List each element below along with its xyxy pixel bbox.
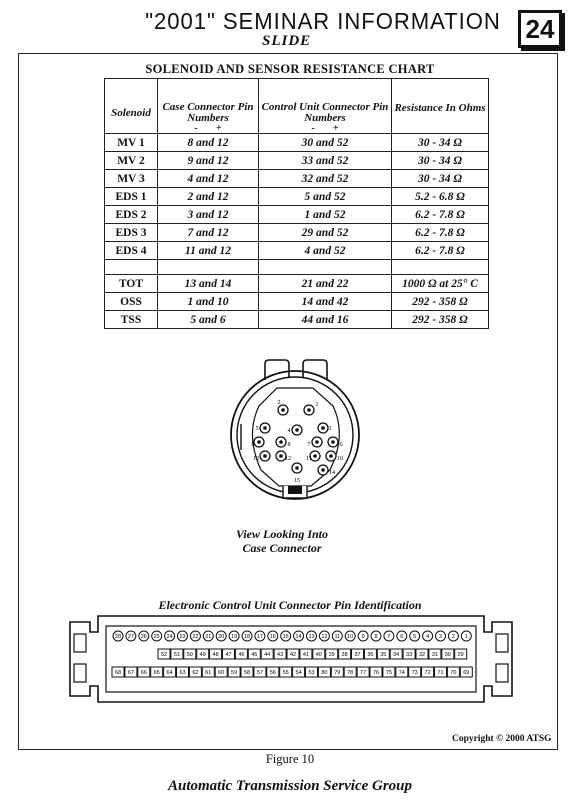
connector-pin-label: 6 (339, 442, 343, 448)
table-spacer-row (105, 260, 489, 275)
connector-pin-label: 11 (306, 456, 312, 462)
col-header-solenoid: Solenoid (105, 79, 158, 134)
ecu-pin-label: 20 (218, 634, 225, 641)
ecu-pin-label: 33 (406, 652, 413, 659)
ecu-pin-label: 18 (243, 634, 251, 641)
ecu-pin-label: 19 (231, 634, 238, 641)
connector-pin-label: 5 (255, 426, 259, 432)
page-number-badge: 24 (518, 10, 562, 48)
row-resistance: 6.2 - 7.8 Ω (392, 242, 489, 260)
connector-pin-label: 10 (337, 456, 343, 462)
connector-pin-center (315, 440, 319, 444)
table-row (105, 242, 489, 260)
ecu-pin-label: 65 (153, 670, 160, 677)
ecu-pin-label: 2 (451, 634, 455, 641)
col-header-case-connector: Case Connector Pin Numbers -+ (158, 79, 259, 134)
col-header-resistance: Resistance In Ohms (392, 79, 489, 134)
ecu-pin-label: 34 (393, 652, 400, 659)
row-resistance: 30 - 34 Ω (392, 170, 489, 188)
page-title: "2001" SEMINAR INFORMATION (145, 8, 501, 34)
connector-pin-center (257, 440, 261, 444)
table-row (105, 188, 489, 206)
ecu-pin-label: 29 (457, 652, 464, 659)
connector-pin-label: 2 (277, 400, 281, 406)
ecu-pin-label: 70 (450, 670, 457, 677)
connector-pin-label: 1 (315, 402, 319, 408)
row-case-pins: 8 and 12 (158, 134, 259, 152)
ecu-pin-label: 77 (360, 670, 367, 677)
ecu-pin-label: 48 (212, 652, 219, 659)
ecu-pin-label: 30 (444, 652, 451, 659)
row-resistance: 30 - 34 Ω (392, 152, 489, 170)
ecu-pin-label: 41 (302, 652, 309, 659)
connector-pin-label: 7 (307, 442, 311, 448)
connector-pin-center (295, 428, 299, 432)
ecu-pin-label: 24 (166, 634, 173, 641)
row-ecu-pins: 33 and 52 (259, 152, 392, 170)
ecu-pin-label: 59 (231, 670, 238, 677)
ecu-pin-label: 45 (251, 652, 258, 659)
ecu-pin-label: 50 (186, 652, 193, 659)
ecu-pin-label: 26 (140, 634, 147, 641)
row-case-pins: 11 and 12 (158, 242, 259, 260)
ecu-pin-label: 35 (380, 652, 387, 659)
row-ecu-pins: 1 and 52 (259, 206, 392, 224)
row-name: EDS 2 (105, 206, 158, 224)
ecu-pin-label: 15 (282, 634, 289, 641)
ecu-pin-label: 79 (334, 670, 341, 677)
ecu-pin-label: 46 (238, 652, 245, 659)
ecu-pin-label: 42 (289, 652, 297, 659)
ecu-pin-label: 57 (256, 670, 263, 677)
ecu-pin-label: 9 (361, 634, 365, 641)
ecu-pin-label: 37 (354, 652, 361, 659)
figure-label: Figure 10 (265, 752, 315, 766)
row-resistance: 1000 Ω at 25° C (392, 275, 489, 293)
ecu-pin-label: 80 (321, 670, 328, 677)
ecu-pin-label: 63 (179, 670, 186, 677)
ecu-pin-label: 58 (243, 670, 251, 677)
ecu-pin-label: 21 (205, 634, 212, 641)
connector-pin-center (279, 440, 283, 444)
row-case-pins: 4 and 12 (158, 170, 259, 188)
row-ecu-pins: 29 and 52 (259, 224, 392, 242)
table-row (105, 311, 489, 329)
ecu-pin-label: 3 (438, 634, 443, 641)
connector-pin-center (279, 454, 283, 458)
row-case-pins: 5 and 6 (158, 311, 259, 329)
ecu-pin-label: 1 (464, 634, 468, 641)
ecu-title: Electronic Control Unit Connector Pin Identification (158, 598, 422, 612)
connector-pin-center (307, 408, 311, 412)
ecu-pin-label: 49 (199, 652, 206, 659)
ecu-pin-label: 16 (269, 634, 276, 641)
row-ecu-pins: 4 and 52 (259, 242, 392, 260)
ecu-pin-label: 10 (347, 634, 354, 641)
row-ecu-pins: 32 and 52 (259, 170, 392, 188)
row-case-pins: 3 and 12 (158, 206, 259, 224)
row-name: MV 2 (105, 152, 158, 170)
row-resistance: 292 - 358 Ω (392, 293, 489, 311)
ecu-pin-label: 75 (385, 670, 392, 677)
connector-pin-center (329, 454, 333, 458)
ecu-pin-label: 62 (192, 670, 199, 677)
table-row (105, 170, 489, 188)
row-case-pins: 2 and 12 (158, 188, 259, 206)
ecu-pin-label: 55 (282, 670, 289, 677)
ecu-pin-label: 28 (114, 634, 122, 641)
ecu-pin-label: 8 (374, 634, 378, 641)
ecu-pin-label: 44 (264, 652, 271, 659)
ecu-pin-label: 74 (398, 670, 405, 677)
ecu-pin-label: 68 (114, 670, 122, 677)
ecu-pin-label: 14 (295, 634, 302, 641)
connector-pin-label: 9 (251, 442, 255, 448)
connector-caption-line2: Case Connector (242, 541, 322, 555)
ecu-pin-label: 69 (463, 670, 470, 677)
connector-pin-label: 14 (329, 470, 335, 476)
ecu-pin-label: 54 (295, 670, 302, 677)
row-case-pins: 7 and 12 (158, 224, 259, 242)
col-header-control-unit: Control Unit Connector Pin Numbers -+ (259, 79, 392, 134)
ecu-pin-label: 38 (341, 652, 348, 659)
row-name: EDS 3 (105, 224, 158, 242)
connector-pin-center (295, 466, 299, 470)
resistance-table (104, 78, 489, 329)
row-ecu-pins: 30 and 52 (259, 134, 392, 152)
table-row (105, 275, 489, 293)
ecu-pin-label: 60 (218, 670, 225, 677)
ecu-pin-label: 72 (424, 670, 431, 677)
row-case-pins: 13 and 14 (158, 275, 259, 293)
row-resistance: 292 - 358 Ω (392, 311, 489, 329)
ecu-pin-label: 4 (426, 634, 430, 641)
ecu-pin-label: 39 (328, 652, 335, 659)
ecu-pin-label: 36 (367, 652, 374, 659)
ecu-pin-label: 43 (277, 652, 284, 659)
table-row (105, 206, 489, 224)
footer-org: Automatic Transmission Service Group (167, 778, 413, 794)
row-case-pins: 1 and 10 (158, 293, 259, 311)
row-resistance: 5.2 - 6.8 Ω (392, 188, 489, 206)
connector-pin-center (321, 468, 325, 472)
row-ecu-pins: 44 and 16 (259, 311, 392, 329)
copyright-notice: Copyright © 2000 ATSG (452, 734, 552, 744)
row-name: MV 1 (105, 134, 158, 152)
row-ecu-pins: 5 and 52 (259, 188, 392, 206)
table-row (105, 224, 489, 242)
ecu-pin-label: 12 (321, 634, 328, 641)
ecu-pin-label: 27 (127, 634, 134, 641)
connector-pin-center (263, 426, 267, 430)
ecu-pin-label: 11 (334, 634, 341, 641)
ecu-pin-label: 23 (179, 634, 186, 641)
ecu-pin-label: 25 (153, 634, 160, 641)
row-case-pins: 9 and 12 (158, 152, 259, 170)
ecu-pin-label: 7 (387, 634, 391, 641)
table-row (105, 293, 489, 311)
ecu-pin-label: 47 (225, 652, 232, 659)
row-resistance: 30 - 34 Ω (392, 134, 489, 152)
connector-pin-center (313, 454, 317, 458)
row-name: OSS (105, 293, 158, 311)
case-connector-diagram (225, 358, 365, 508)
connector-pin-center (331, 440, 335, 444)
row-name: EDS 4 (105, 242, 158, 260)
connector-pin-label: 13 (253, 456, 259, 462)
connector-pin-label: 3 (328, 426, 332, 432)
ecu-pin-label: 13 (308, 634, 315, 641)
connector-pin-label: 4 (287, 428, 291, 434)
ecu-pin-label: 67 (127, 670, 134, 677)
ecu-pin-label: 64 (166, 670, 173, 677)
row-name: TSS (105, 311, 158, 329)
row-resistance: 6.2 - 7.8 Ω (392, 206, 489, 224)
connector-pin-center (281, 408, 285, 412)
ecu-pin-label: 31 (431, 652, 438, 659)
page-subtitle: SLIDE (262, 33, 312, 49)
connector-pin-label: 12 (285, 456, 291, 462)
ecu-pin-label: 32 (418, 652, 426, 659)
ecu-pin-label: 61 (205, 670, 212, 677)
ecu-connector-diagram (68, 612, 514, 704)
table-row (105, 134, 489, 152)
ecu-pin-label: 78 (347, 670, 354, 677)
row-name: MV 3 (105, 170, 158, 188)
chart-title: SOLENOID AND SENSOR RESISTANCE CHART (145, 62, 435, 76)
connector-caption-line1: View Looking Into (235, 527, 329, 541)
ecu-pin-label: 76 (372, 670, 380, 677)
ecu-pin-label: 51 (173, 652, 180, 659)
ecu-pin-label: 73 (411, 670, 418, 677)
ecu-pin-label: 6 (400, 634, 404, 641)
ecu-pin-label: 71 (437, 670, 444, 677)
ecu-pin-label: 53 (308, 670, 315, 677)
connector-pin-center (321, 426, 325, 430)
row-ecu-pins: 21 and 22 (259, 275, 392, 293)
connector-pin-center (263, 454, 267, 458)
table-row (105, 152, 489, 170)
ecu-pin-label: 22 (192, 634, 199, 641)
ecu-pin-label: 5 (413, 634, 417, 641)
connector-pin-label: 15 (294, 478, 300, 484)
ecu-pin-label: 40 (315, 652, 322, 659)
ecu-pin-label: 17 (256, 634, 263, 641)
connector-pin-label: 8 (287, 442, 291, 448)
row-name: TOT (105, 275, 158, 293)
table-header-row (105, 79, 489, 134)
ecu-pin-label: 52 (160, 652, 168, 659)
ecu-pin-label: 56 (269, 670, 276, 677)
ecu-pin-label: 66 (140, 670, 147, 677)
row-resistance: 6.2 - 7.8 Ω (392, 224, 489, 242)
row-ecu-pins: 14 and 42 (259, 293, 392, 311)
row-name: EDS 1 (105, 188, 158, 206)
